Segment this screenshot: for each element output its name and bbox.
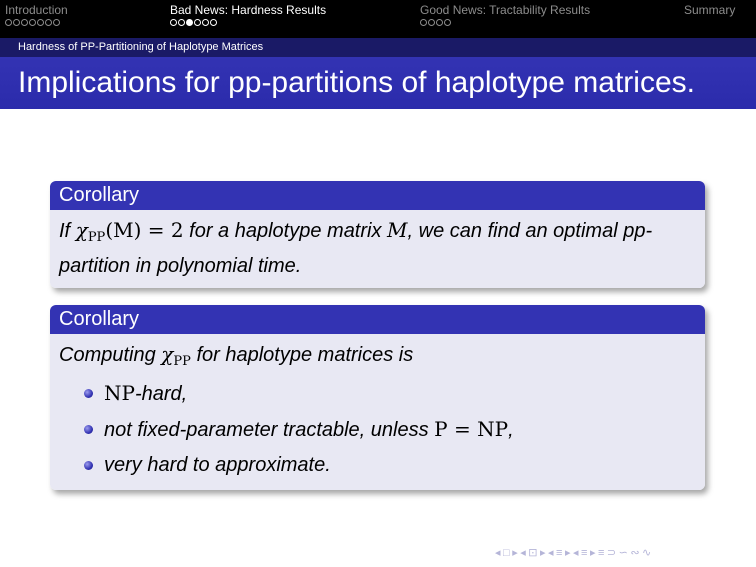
nav-symbol-icon[interactable]: ▸ (564, 547, 571, 559)
section-navbar (0, 0, 756, 38)
math-chi-pp (161, 342, 191, 369)
nav-symbol-icon[interactable]: ≡ (556, 547, 563, 559)
math-chi-pp-of-m (75, 218, 184, 245)
nav-section-dots[interactable] (684, 19, 735, 27)
nav-symbol-icon[interactable]: ≡ (581, 547, 588, 559)
frame-dot[interactable] (5, 19, 12, 26)
corollary-block-2 (50, 305, 705, 490)
nav-section-tractability[interactable] (420, 3, 590, 27)
list-item (59, 448, 696, 483)
frame-dot[interactable] (436, 19, 443, 26)
nav-section-label[interactable]: Good News: Tractability Results (420, 3, 591, 17)
frame-title-bar (0, 57, 756, 109)
block-header: Corollary (50, 181, 705, 210)
bullet-icon (84, 461, 93, 470)
text: not fixed-parameter tractable, unless (104, 419, 429, 441)
nav-symbol-icon[interactable]: □ (503, 547, 511, 559)
nav-symbol-icon[interactable]: ◂ (495, 547, 502, 559)
chi-symbol: χ (161, 342, 174, 366)
block-intro (59, 340, 696, 376)
text: If (59, 220, 71, 242)
text: for a haplotype matrix (189, 220, 382, 242)
text: -hard, (134, 383, 188, 405)
math-p-equals-np: P = NP (434, 417, 509, 441)
list-item (59, 412, 696, 448)
block-header: Corollary (50, 305, 705, 334)
pp-subscript: PP (87, 230, 106, 245)
math-np: NP (104, 381, 135, 405)
nav-symbol-icon[interactable]: ▸ (589, 547, 596, 559)
nav-symbol-icon[interactable]: ◂ (520, 547, 527, 559)
math-m (387, 218, 407, 242)
nav-symbol-icon[interactable]: ◂ (572, 547, 580, 559)
frame-dot[interactable] (194, 19, 201, 26)
frame-dot[interactable] (53, 19, 60, 26)
frame-dot[interactable] (428, 19, 435, 26)
subsection-title: Hardness of PP-Partitioning of Haplotype Matrices (18, 41, 264, 53)
frame-dot[interactable] (444, 19, 451, 26)
frame-dot[interactable] (186, 19, 193, 26)
pp-subscript: PP (173, 354, 191, 369)
nav-section-introduction[interactable] (5, 3, 68, 27)
frame-dot[interactable] (420, 19, 427, 26)
frame-dot[interactable] (170, 19, 177, 26)
frame-dot[interactable] (178, 19, 185, 26)
nav-section-dots[interactable] (420, 19, 590, 27)
nav-symbol-icon[interactable]: ≡ (597, 547, 605, 559)
text: , we can find an optimal pp-partition in polynomial time. (59, 220, 653, 277)
frame-dot[interactable] (45, 19, 52, 26)
nav-symbol-icon[interactable]: ⊡ (528, 547, 538, 559)
chi-symbol: χ (75, 218, 88, 242)
block-body (50, 210, 705, 288)
m-symbol: M (387, 218, 408, 242)
nav-section-hardness[interactable] (170, 3, 326, 27)
text: , (508, 419, 514, 441)
frame-dot[interactable] (13, 19, 20, 26)
beamer-navigation-symbols[interactable] (495, 546, 654, 559)
bullet-icon (84, 389, 93, 398)
nav-section-label[interactable]: Summary (684, 3, 736, 17)
nav-section-summary[interactable] (684, 3, 735, 27)
nav-symbol-icon[interactable]: ⊃ (606, 547, 617, 559)
frame-title: Implications for pp-partitions of haplotype matrices. (18, 66, 695, 99)
math-expr: (M) = 2 (105, 218, 184, 242)
subsection-bar (0, 38, 756, 57)
bullet-icon (84, 425, 93, 434)
nav-symbol-icon[interactable]: ∽ (618, 547, 629, 559)
frame-dot[interactable] (29, 19, 36, 26)
nav-section-label[interactable]: Introduction (5, 3, 68, 17)
nav-symbol-icon[interactable]: ◂ (548, 547, 555, 559)
frame-dot[interactable] (37, 19, 44, 26)
text: Computing (59, 344, 156, 366)
nav-section-dots[interactable] (170, 19, 326, 27)
nav-section-label[interactable]: Bad News: Hardness Results (170, 3, 327, 17)
text: very hard to approximate. (104, 454, 331, 476)
frame-dot[interactable] (21, 19, 28, 26)
nav-symbol-icon[interactable]: ∾ (630, 547, 641, 559)
block-body (50, 334, 705, 490)
corollary-block-1 (50, 181, 705, 288)
list-item (59, 376, 696, 412)
nav-section-dots[interactable] (5, 19, 68, 27)
nav-symbol-icon[interactable]: ▸ (539, 547, 546, 559)
nav-symbol-icon[interactable]: ▸ (512, 547, 519, 559)
frame-dot[interactable] (202, 19, 209, 26)
corollary-list (59, 376, 696, 483)
text: for haplotype matrices is (196, 344, 414, 366)
frame-dot[interactable] (210, 19, 217, 26)
nav-symbol-icon[interactable]: ∿ (642, 547, 652, 559)
